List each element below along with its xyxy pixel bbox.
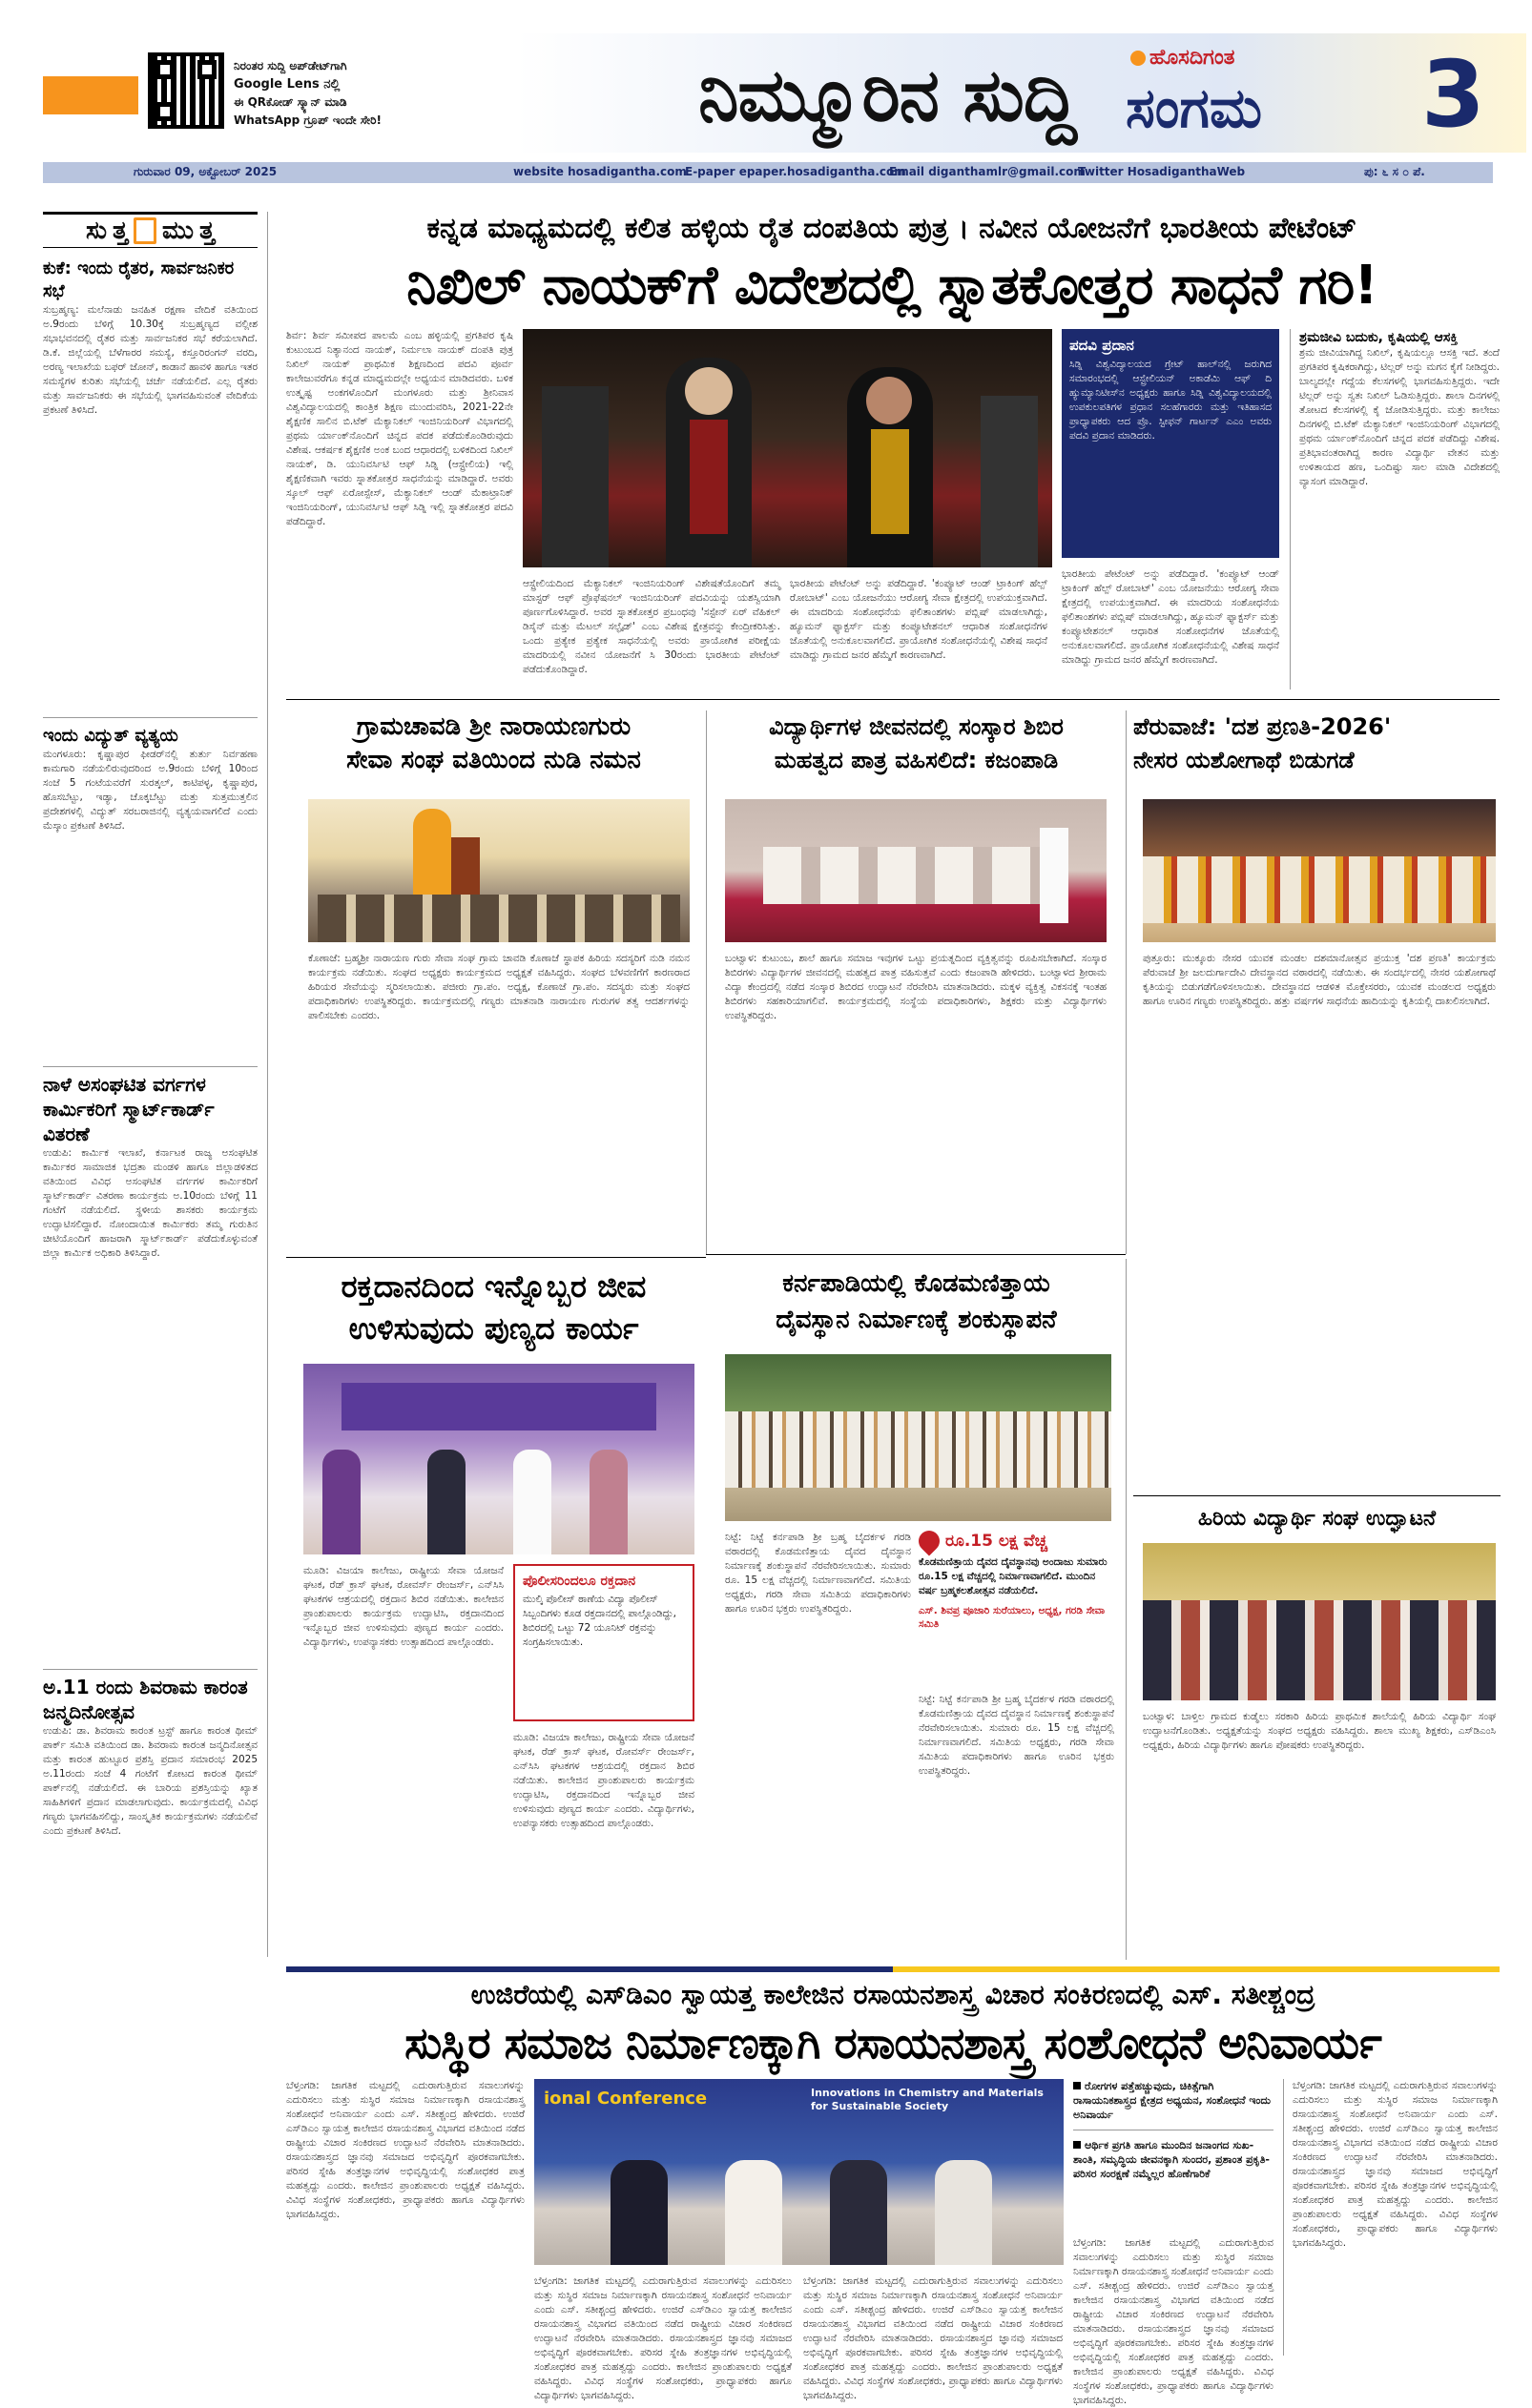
- lead-column: ಭಾರತೀಯ ಪೇಟೆಂಟ್ ಅನ್ನು ಪಡೆದಿದ್ದಾರೆ. 'ಕಂಪ್ಯೂಟ್ ಆಂಡ್ ಟ್ರಾಕಿಂಗ್ ಹೆಲ್ಪ್ ರೋಬಾಟ್' ಎಂಬ ಯೋಜನೆಯು ಆರೋಗ್ಯ ಸೇವಾ ಕ್ಷೇತ್ರದಲ್ಲಿ ಉಪಯುಕ್ತವಾಗಿದೆ. ಈ ಮಾದರಿಯ ಸಂಶೋಧನೆಯ ಫಲಿತಾಂಶಗಳು ಪಬ್ಲಿಷ್ ಮಾಡಲಾಗಿದ್ದು, ಹ್ಯೂಮನ್ ಫ್ಯಾಕ್ಟರ್ಸ್ ಮತ್ತು ಕಂಪ್ಯೂಟೇಶನಲ್ ಆಧಾರಿತ ಸಂಶೋಧನೆಗಳ ಜೊತೆಯಲ್ಲಿ ಅನುಕೂಲವಾಗಲಿದೆ. ಪ್ರಾಯೋಗಿಕ ಸಂಶೋಧನೆಯಲ್ಲಿ ವಿಶೇಷ ಸಾಧನೆ ಮಾಡಿದ್ದು ಗ್ರಾಮದ ಜನರ ಹೆಮ್ಮೆಗೆ ಕಾರಣವಾಗಿದೆ.: [1062, 568, 1279, 666]
- story-body: ಕೊಣಾಜೆ: ಬ್ರಹ್ಮಶ್ರೀ ನಾರಾಯಣ ಗುರು ಸೇವಾ ಸಂಘ ಗ್ರಾಮ ಚಾವಡಿ ಕೊಣಾಜೆ ಸ್ಥಾಪಕ ಹಿರಿಯ ಸದಸ್ಯರಿಗೆ ನುಡಿ ನಮನ ಕಾರ್ಯಕ್ರಮ ನಡೆಯಿತು. ಸಂಘದ ಅಧ್ಯಕ್ಷರು ಕಾರ್ಯಕ್ರಮದ ಅಧ್ಯಕ್ಷತೆ ವಹಿಸಿದ್ದರು. ಸಂಘದ ಬೆಳವಣಿಗೆಗೆ ಕಾರಣರಾದ ಹಿರಿಯರ ಸೇವೆಯನ್ನು ಸ್ಮರಿಸಲಾಯಿತು. ಪಜೀರು ಗ್ರಾ.ಪಂ. ಅಧ್ಯಕ್ಷ, ಕೊಣಾಜೆ ಗ್ರಾ.ಪಂ. ಸದಸ್ಯರು ಮತ್ತು ಸಂಘದ ಪದಾಧಿಕಾರಿಗಳು ಉಪಸ್ಥಿತರಿದ್ದರು. ಕಾರ್ಯಕ್ರಮದಲ್ಲಿ ಗಣ್ಯರು ಮಾತನಾಡಿ ನಾರಾಯಣ ಗುರುಗಳ ತತ್ವ ಆದರ್ಶಗಳನ್ನು ಪಾಲಿಸಬೇಕು ಎಂದರು.: [308, 953, 690, 1021]
- story-headline: ದೈವಸ್ಥಾನ ನಿರ್ಮಾಣಕ್ಕೆ ಶಂಕುಸ್ಥಾಪನೆ: [776, 1306, 1057, 1334]
- sidebar-item-title: ಅ.11 ರಂದು ಶಿವರಾಮ ಕಾರಂತ ಜನ್ಮದಿನೋತ್ಸವ: [43, 1676, 248, 1723]
- story-photo: [1143, 1543, 1496, 1700]
- square-bullet-icon: [1073, 2082, 1081, 2089]
- story-photo: [303, 1364, 694, 1554]
- lead-column: ಭಾರತೀಯ ಪೇಟೆಂಟ್ ಅನ್ನು ಪಡೆದಿದ್ದಾರೆ. 'ಕಂಪ್ಯೂಟ್ ಆಂಡ್ ಟ್ರಾಕಿಂಗ್ ಹೆಲ್ಪ್ ರೋಬಾಟ್' ಎಂಬ ಯೋಜನೆಯು ಆರೋಗ್ಯ ಸೇವಾ ಕ್ಷೇತ್ರದಲ್ಲಿ ಉಪಯುಕ್ತವಾಗಿದೆ. ಈ ಮಾದರಿಯ ಸಂಶೋಧನೆಯ ಫಲಿತಾಂಶಗಳು ಪಬ್ಲಿಷ್ ಮಾಡಲಾಗಿದ್ದು, ಹ್ಯೂಮನ್ ಫ್ಯಾಕ್ಟರ್ಸ್ ಮತ್ತು ಕಂಪ್ಯೂಟೇಶನಲ್ ಆಧಾರಿತ ಸಂಶೋಧನೆಗಳ ಜೊತೆಯಲ್ಲಿ ಅನುಕೂಲವಾಗಲಿದೆ. ಪ್ರಾಯೋಗಿಕ ಸಂಶೋಧನೆಯಲ್ಲಿ ವಿಶೇಷ ಸಾಧನೆ ಮಾಡಿದ್ದು ಗ್ರಾಮದ ಜನರ ಹೆಮ್ಮೆಗೆ ಕಾರಣವಾಗಿದೆ.: [790, 578, 1047, 661]
- police-box: [513, 1564, 694, 1721]
- bottom-body: ಬೆಳ್ತಂಗಡಿ: ಜಾಗತಿಕ ಮಟ್ಟದಲ್ಲಿ ಎದುರಾಗುತ್ತಿರುವ ಸವಾಲುಗಳನ್ನು ಎದುರಿಸಲು ಮತ್ತು ಸುಸ್ಥಿರ ಸಮಾಜ ನಿರ್ಮಾಣಕ್ಕಾಗಿ ರಸಾಯನಶಾಸ್ತ್ರ ಸಂಶೋಧನೆ ಅನಿವಾರ್ಯ ಎಂದು ಎಸ್. ಸತೀಶ್ಚಂದ್ರ ಹೇಳಿದರು. ಉಜಿರೆ ಎಸ್‌ಡಿಎಂ ಸ್ವಾಯತ್ತ ಕಾಲೇಜಿನ ರಸಾಯನಶಾಸ್ತ್ರ ವಿಭಾಗದ ವತಿಯಿಂದ ನಡೆದ ರಾಷ್ಟ್ರೀಯ ವಿಚಾರ ಸಂಕಿರಣದ ಉದ್ಘಾಟನೆ ನೆರವೇರಿಸಿ ಮಾತನಾಡಿದರು. ರಸಾಯನಶಾಸ್ತ್ರದ ಜ್ಞಾನವು ಸಮಾಜದ ಅಭಿವೃದ್ಧಿಗೆ ಪೂರಕವಾಗಬೇಕು. ಪರಿಸರ ಸ್ನೇಹಿ ತಂತ್ರಜ್ಞಾನಗಳ ಅಭಿವೃದ್ಧಿಯಲ್ಲಿ ಸಂಶೋಧಕರ ಪಾತ್ರ ಮಹತ್ವದ್ದು ಎಂದರು. ಕಾಲೇಜಿನ ಪ್ರಾಂಶುಪಾಲರು ಅಧ್ಯಕ್ಷತೆ ವಹಿಸಿದ್ದರು. ವಿವಿಧ ಸಂಸ್ಥೆಗಳ ಸಂಶೋಧಕರು, ಪ್ರಾಧ್ಯಾಪಕರು ಹಾಗೂ ವಿದ್ಯಾರ್ಥಿಗಳು ಭಾಗವಹಿಸಿದ್ದರು.: [534, 2275, 792, 2401]
- story-body: ಬಂಟ್ವಾಳ: ಬಾಳ್ತಿಲ ಗ್ರಾಮದ ಕುಡ್ಮೆಲು ಸರಕಾರಿ ಹಿರಿಯ ಪ್ರಾಥಮಿಕ ಶಾಲೆಯಲ್ಲಿ ಹಿರಿಯ ವಿದ್ಯಾರ್ಥಿ ಸಂಘ ಉದ್ಘಾಟನೆಗೊಂಡಿತು. ಅಧ್ಯಕ್ಷತೆಯನ್ನು ಸಂಘದ ಅಧ್ಯಕ್ಷರು ವಹಿಸಿದ್ದರು. ಶಾಲಾ ಮುಖ್ಯ ಶಿಕ್ಷಕರು, ಎಸ್‌ಡಿಎಂಸಿ ಅಧ್ಯಕ್ಷರು, ಹಿರಿಯ ವಿದ್ಯಾರ್ಥಿಗಳು ಹಾಗೂ ಪೋಷಕರು ಉಪಸ್ಥಿತರಿದ್ದರು.: [1143, 1711, 1496, 1751]
- bottom-body: ಬೆಳ್ತಂಗಡಿ: ಜಾಗತಿಕ ಮಟ್ಟದಲ್ಲಿ ಎದುರಾಗುತ್ತಿರುವ ಸವಾಲುಗಳನ್ನು ಎದುರಿಸಲು ಮತ್ತು ಸುಸ್ಥಿರ ಸಮಾಜ ನಿರ್ಮಾಣಕ್ಕಾಗಿ ರಸಾಯನಶಾಸ್ತ್ರ ಸಂಶೋಧನೆ ಅನಿವಾರ್ಯ ಎಂದು ಎಸ್. ಸತೀಶ್ಚಂದ್ರ ಹೇಳಿದರು. ಉಜಿರೆ ಎಸ್‌ಡಿಎಂ ಸ್ವಾಯತ್ತ ಕಾಲೇಜಿನ ರಸಾಯನಶಾಸ್ತ್ರ ವಿಭಾಗದ ವತಿಯಿಂದ ನಡೆದ ರಾಷ್ಟ್ರೀಯ ವಿಚಾರ ಸಂಕಿರಣದ ಉದ್ಘಾಟನೆ ನೆರವೇರಿಸಿ ಮಾತನಾಡಿದರು. ರಸಾಯನಶಾಸ್ತ್ರದ ಜ್ಞಾನವು ಸಮಾಜದ ಅಭಿವೃದ್ಧಿಗೆ ಪೂರಕವಾಗಬೇಕು. ಪರಿಸರ ಸ್ನೇಹಿ ತಂತ್ರಜ್ಞಾನಗಳ ಅಭಿವೃದ್ಧಿಯಲ್ಲಿ ಸಂಶೋಧಕರ ಪಾತ್ರ ಮಹತ್ವದ್ದು ಎಂದರು. ಕಾಲೇಜಿನ ಪ್ರಾಂಶುಪಾಲರು ಅಧ್ಯಕ್ಷತೆ ವಹಿಸಿದ್ದರು. ವಿವಿಧ ಸಂಸ್ಥೆಗಳ ಸಂಶೋಧಕರು, ಪ್ರಾಧ್ಯಾಪಕರು ಹಾಗೂ ವಿದ್ಯಾರ್ಥಿಗಳು ಭಾಗವಹಿಸಿದ್ದರು.: [1073, 2237, 1273, 2406]
- police-box-body: ಮುಲ್ಕಿ ಪೊಲೀಸ್ ಠಾಣೆಯ ವಿದ್ಯಾ ಪೊಲೀಸ್ ಸಿಬ್ಬಂದಿಗಳು ಕೂಡ ರಕ್ತದಾನದಲ್ಲಿ ಪಾಲ್ಗೊಂಡಿದ್ದು, ಶಿಬಿರದಲ್ಲಿ ಒಟ್ಟು 72 ಯೂನಿಟ್ ರಕ್ತವನ್ನು ಸಂಗ್ರಹಿಸಲಾಯಿತು.: [523, 1594, 677, 1648]
- color-bar: [286, 1966, 1500, 1972]
- sidebar-item-title: ಇಂದು ವಿದ್ಯುತ್ ವ್ಯತ್ಯಯ: [43, 726, 178, 746]
- divider: [706, 1254, 1126, 1255]
- point-item: [1073, 2079, 1273, 2130]
- brand-name: ಹೊಸದಿಗಂತ: [1149, 46, 1235, 70]
- qr-caption-line: ಈ QRಕೋಡ್ ಸ್ಕ್ಯಾನ್ ಮಾಡಿ: [234, 95, 347, 109]
- story-headline: ರಕ್ತದಾನದಿಂದ ಇನ್ನೊಬ್ಬರ ಜೀವ: [341, 1268, 647, 1305]
- sidebar-item-body: ಉಡುಪಿ: ಕಾರ್ಮಿಕ ಇಲಾಖೆ, ಕರ್ನಾಟಕ ರಾಜ್ಯ ಅಸಂಘಟಿತ ಕಾರ್ಮಿಕರ ಸಾಮಾಜಿಕ ಭದ್ರತಾ ಮಂಡಳಿ ಹಾಗೂ ಜಿಲ್ಲಾಡಳಿತದ ವತಿಯಿಂದ ವಿವಿಧ ಅಸಂಘಟಿತ ವರ್ಗಗಳ ಕಾರ್ಮಿಕರಿಗೆ ಸ್ಮಾರ್ಟ್‌ಕಾರ್ಡ್ ವಿತರಣಾ ಕಾರ್ಯಕ್ರಮ ಅ.10ರಂದು ಬೆಳಿಗ್ಗೆ 11 ಗಂಟೆಗೆ ನಡೆಯಲಿದೆ. ಸ್ಥಳೀಯ ಶಾಸಕರು ಕಾರ್ಯಕ್ರಮ ಉದ್ಘಾಟಿಸಲಿದ್ದಾರೆ. ನೋಂದಾಯಿತ ಕಾರ್ಮಿಕರು ತಮ್ಮ ಗುರುತಿನ ಚೀಟಿಯೊಂದಿಗೆ ಹಾಜರಾಗಿ ಸ್ಮಾರ್ಟ್‌ಕಾರ್ಡ್ ಪಡೆದುಕೊಳ್ಳುವಂತೆ ಜಿಲ್ಲಾ ಕಾರ್ಮಿಕ ಅಧಿಕಾರಿ ತಿಳಿಸಿದ್ದಾರೆ.: [43, 1147, 258, 1259]
- epaper-link[interactable]: E-paper epaper.hosadigantha.com: [685, 165, 906, 178]
- sidebar-item: [43, 1675, 258, 2010]
- bottom-body: ಬೆಳ್ತಂಗಡಿ: ಜಾಗತಿಕ ಮಟ್ಟದಲ್ಲಿ ಎದುರಾಗುತ್ತಿರುವ ಸವಾಲುಗಳನ್ನು ಎದುರಿಸಲು ಮತ್ತು ಸುಸ್ಥಿರ ಸಮಾಜ ನಿರ್ಮಾಣಕ್ಕಾಗಿ ರಸಾಯನಶಾಸ್ತ್ರ ಸಂಶೋಧನೆ ಅನಿವಾರ್ಯ ಎಂದು ಎಸ್. ಸತೀಶ್ಚಂದ್ರ ಹೇಳಿದರು. ಉಜಿರೆ ಎಸ್‌ಡಿಎಂ ಸ್ವಾಯತ್ತ ಕಾಲೇಜಿನ ರಸಾಯನಶಾಸ್ತ್ರ ವಿಭಾಗದ ವತಿಯಿಂದ ನಡೆದ ರಾಷ್ಟ್ರೀಯ ವಿಚಾರ ಸಂಕಿರಣದ ಉದ್ಘಾಟನೆ ನೆರವೇರಿಸಿ ಮಾತನಾಡಿದರು. ರಸಾಯನಶಾಸ್ತ್ರದ ಜ್ಞಾನವು ಸಮಾಜದ ಅಭಿವೃದ್ಧಿಗೆ ಪೂರಕವಾಗಬೇಕು. ಪರಿಸರ ಸ್ನೇಹಿ ತಂತ್ರಜ್ಞಾನಗಳ ಅಭಿವೃದ್ಧಿಯಲ್ಲಿ ಸಂಶೋಧಕರ ಪಾತ್ರ ಮಹತ್ವದ್ದು ಎಂದರು. ಕಾಲೇಜಿನ ಪ್ರಾಂಶುಪಾಲರು ಅಧ್ಯಕ್ಷತೆ ವಹಿಸಿದ್ದರು. ವಿವಿಧ ಸಂಸ್ಥೆಗಳ ಸಂಶೋಧಕರು, ಪ್ರಾಧ್ಯಾಪಕರು ಹಾಗೂ ವಿದ್ಯಾರ್ಥಿಗಳು ಭಾಗವಹಿಸಿದ್ದರು.: [286, 2080, 525, 2220]
- qr-caption-line: Google Lens ನಲ್ಲಿ: [234, 77, 341, 92]
- story-headline: ಸೇವಾ ಸಂಘ ವತಿಯಿಂದ ನುಡಿ ನಮನ: [346, 746, 641, 774]
- sidebar-item-title: ಕುಕೆ: ಇಂದು ರೈತರ, ಸಾರ್ವಜನಿಕರ ಸಭೆ: [43, 258, 235, 301]
- lead-box-title: ಪದವಿ ಪ್ರದಾನ: [1069, 337, 1134, 354]
- page-number: 3: [1421, 41, 1485, 148]
- graduation-photo: [523, 329, 1052, 567]
- divider: [1126, 710, 1127, 1254]
- sidebar-item-body: ಉಡುಪಿ: ಡಾ. ಶಿವರಾಮ ಕಾರಂತ ಟ್ರಸ್ಟ್ ಹಾಗೂ ಕಾರಂತ ಥೀಮ್ ಪಾರ್ಕ್ ಸಮಿತಿ ವತಿಯಿಂದ ಡಾ. ಶಿವರಾಮ ಕಾರಂತ ಜನ್ಮದಿನೋತ್ಸವ ಮತ್ತು ಕಾರಂತ ಹುಟ್ಟೂರ ಪ್ರಶಸ್ತಿ ಪ್ರದಾನ ಸಮಾರಂಭ 2025 ಅ.11ರಂದು ಸಂಜೆ 4 ಗಂಟೆಗೆ ಕೋಟದ ಕಾರಂತ ಥೀಮ್ ಪಾರ್ಕ್‌ನಲ್ಲಿ ನಡೆಯಲಿದೆ. ಈ ಬಾರಿಯ ಪ್ರಶಸ್ತಿಯನ್ನು ಖ್ಯಾತ ಸಾಹಿತಿಗಳಿಗೆ ಪ್ರದಾನ ಮಾಡಲಾಗುವುದು. ಕಾರ್ಯಕ್ರಮದಲ್ಲಿ ವಿವಿಧ ಗಣ್ಯರು ಭಾಗವಹಿಸಲಿದ್ದು, ಸಾಂಸ್ಕೃತಿಕ ಕಾರ್ಯಕ್ರಮಗಳು ನಡೆಯಲಿವೆ ಎಂದು ಪ್ರಕಟಣೆ ತಿಳಿಸಿದೆ.: [43, 1725, 258, 1837]
- divider: [43, 1669, 258, 1670]
- story-headline: ಉಳಿಸುವುದು ಪುಣ್ಯದ ಕಾರ್ಯ: [348, 1310, 639, 1347]
- point-text: ಆರ್ಥಿಕ ಪ್ರಗತಿ ಹಾಗೂ ಮುಂದಿನ ಜನಾಂಗದ ಸುಖ-ಶಾಂತಿ, ಸಮೃದ್ಧಿಯ ಜೀವನಕ್ಕಾಗಿ ಸುಂದರ, ಪ್ರಶಾಂತ ಪ್ರಕೃತಿ-ಪರಿಸರ ಸಂರಕ್ಷಣೆ ನಮ್ಮೆಲ್ಲರ ಹೊಣೆಗಾರಿಕೆ: [1073, 2139, 1270, 2180]
- lead-column: ಶಿರ್ವ: ಶಿರ್ವ ಸಮೀಪದ ಪಾಲಮೆ ಎಂಬ ಹಳ್ಳಿಯಲ್ಲಿ ಪ್ರಗತಿಪರ ಕೃಷಿ ಕುಟುಂಬದ ನಿತ್ಯಾನಂದ ನಾಯಕ್, ನಿರ್ಮಲಾ ನಾಯಕ್ ದಂಪತಿ ಪುತ್ರ ನಿಖಿಲ್ ನಾಯಕ್ ಪ್ರಾಥಮಿಕ ಶಿಕ್ಷಣದಿಂದ ಪದವಿ ಪೂರ್ವ ಕಾಲೇಜುವರೆಗೂ ಕನ್ನಡ ಮಾಧ್ಯಮದಲ್ಲೇ ಅಧ್ಯಯನ ಮಾಡಿದವರು. ಬಳಿಕ ಉತ್ಕೃಷ್ಟ ಅಂಕಗಳೊಂದಿಗೆ ಮಂಗಳೂರು ಮತ್ತು ಶ್ರೀನಿವಾಸ ವಿಶ್ವವಿದ್ಯಾಲಯದಲ್ಲಿ ಕಾಂತ್ರಿಕ ಶಿಕ್ಷಣ ಮುಂದುವರಿಸಿ, 2021-22ನೇ ಶೈಕ್ಷಣಿಕ ಸಾಲಿನ ಬಿ.ಟೆಕ್ ಮೆಕ್ಯಾನಿಕಲ್ ಇಂಜಿನಿಯರಿಂಗ್ ವಿಭಾಗದಲ್ಲಿ ಪ್ರಥಮ ರ್ಯಾಂಕ್‌ನೊಂದಿಗೆ ಚಿನ್ನದ ಪದಕ ಪಡೆದುಕೊಂಡಿರುವುದು ವಿಶೇಷ. ಆಕರ್ಷಕ ಶೈಕ್ಷಣಿಕ ಅಂಕ ಬಂದ ಆಧಾರದಲ್ಲಿ ಬಳಿಕದಿಂದ ನಿಖಿಲ್ ನಾಯಕ್, ಡಿ. ಯುನಿವರ್ಸಿಟಿ ಆಫ್ ಸಿಡ್ನಿ (ಆಸ್ಟ್ರೇಲಿಯ) ಇಲ್ಲಿ ಶೈಕ್ಷಣಿಕವಾಗಿ ಇವರು ಸ್ನಾತಕೋತ್ತರ ಸಾಧನೆಯನ್ನು ಮಾಡಿದ್ದಾರೆ. ಅವರು ಸ್ಕೂಲ್ ಆಫ್ ಏರೋಸ್ಪೇಸ್, ಮೆಕ್ಯಾನಿಕಲ್ ಆಂಡ್ ಮೆಕಾಟ್ರಾನಿಕ್ ಇಂಜಿನಿಯರಿಂಗ್, ಯುನಿವರ್ಸಿಟಿ ಆಫ್ ಸಿಡ್ನಿ ಇಲ್ಲಿ ಸ್ನಾತಕೋತ್ತರ ಪದವಿ ಪಡೆದಿದ್ದಾರೆ.: [286, 330, 513, 527]
- drop-icon: [914, 1526, 943, 1555]
- conference-photo: [534, 2079, 1064, 2265]
- cost-box-title-text: ರೂ.15 ಲಕ್ಷ ವೆಚ್ಚ: [945, 1532, 1047, 1551]
- divider: [286, 1257, 706, 1258]
- cost-box-sign: ಎಸ್. ಶಿವಪ್ರ ಪೂಜಾರಿ ಸುರೆಯಾಲು, ಅಧ್ಯಕ್ಷ, ಗರಡಿ ಸೇವಾ ಸಮಿತಿ: [919, 1605, 1106, 1630]
- sidebar-title-part: ತ್ತ: [199, 216, 216, 245]
- bottom-points: [1073, 2079, 1273, 2181]
- story-headline: ಮಹತ್ವದ ಪಾತ್ರ ವಹಿಸಲಿದೆ: ಕಜಂಪಾಡಿ: [774, 747, 1059, 773]
- date-label: ಗುರುವಾರ 09, ಅಕ್ಟೋಬರ್ 2025: [134, 165, 278, 178]
- divider: [1283, 2079, 1284, 2356]
- divider: [43, 717, 258, 718]
- sidebar-item-body: ಸುಬ್ರಹ್ಮಣ್ಯ: ಮಲೆನಾಡು ಜನಹಿತ ರಕ್ಷಣಾ ವೇದಿಕೆ ವತಿಯಿಂದ ಅ.9ರಂದು ಬೆಳಿಗ್ಗೆ 10.30ಕ್ಕೆ ಸುಬ್ರಹ್ಮಣ್ಯದ ವಲ್ಲೀಶ ಸಭಾಭವನದಲ್ಲಿ ರೈತರ ಮತ್ತು ಸಾರ್ವಜನಿಕರ ಸಭೆ ಕರೆಯಲಾಗಿದೆ. ಡಿ.ಕೆ. ಜಿಲ್ಲೆಯಲ್ಲಿ ಬೆಳೆಗಾರರ ಸಮಸ್ಯೆ, ಕಸ್ತೂರಿರಂಗನ್ ವರದಿ, ಅರಣ್ಯ ಇಲಾಖೆಯ ಬಫರ್ ಜೋನ್, ಕಾಡಾನೆ ಹಾವಳಿ ಹಾಗೂ ಇತರ ಸಮಸ್ಯೆಗಳ ಕುರಿತು ಸಭೆಯಲ್ಲಿ ಚರ್ಚೆ ನಡೆಯಲಿದೆ. ಎಲ್ಲ ರೈತರು ಮತ್ತು ಸಾರ್ವಜನಿಕರು ಈ ಸಭೆಯಲ್ಲಿ ಭಾಗವಹಿಸುವಂತೆ ವೇದಿಕೆಯ ಪ್ರಕಟಣೆ ತಿಳಿಸಿದೆ.: [43, 304, 258, 416]
- point-text: ರೋಗಗಳ ಪತ್ತೆಹಚ್ಚುವುದು, ಚಿಕಿತ್ಸೆಗಾಗಿ ರಾಸಾಯನಿಕಶಾಸ್ತ್ರದ ಕ್ಷೇತ್ರದ ಅಧ್ಯಯನ, ಸಂಶೋಧನೆ ಇಂದು ಅನಿವಾರ್ಯ: [1073, 2080, 1271, 2121]
- story-photo: [725, 1354, 1111, 1521]
- book-icon: [134, 217, 156, 244]
- website-link[interactable]: website hosadigantha.com: [513, 165, 687, 178]
- cost-box-title: [919, 1531, 1114, 1552]
- story-body: ಮೂಡಿ: ವಿಜಯಾ ಕಾಲೇಜು, ರಾಷ್ಟ್ರೀಯ ಸೇವಾ ಯೋಜನೆ ಘಟಕ, ರೆಡ್ ಕ್ರಾಸ್ ಘಟಕ, ರೋವರ್ಸ್ ರೇಂಜರ್ಸ್, ಎನ್‌ಸಿಸಿ ಘಟಕಗಳ ಆಶ್ರಯದಲ್ಲಿ ರಕ್ತದಾನ ಶಿಬಿರ ನಡೆಯಿತು. ಕಾಲೇಜಿನ ಪ್ರಾಂಶುಪಾಲರು ಕಾರ್ಯಕ್ರಮ ಉದ್ಘಾಟಿಸಿ, ರಕ್ತದಾನದಿಂದ ಇನ್ನೊಬ್ಬರ ಜೀವ ಉಳಿಸುವುದು ಪುಣ್ಯದ ಕಾರ್ಯ ಎಂದರು. ವಿದ್ಯಾರ್ಥಿಗಳು, ಉಪನ್ಯಾಸಕರು ಉತ್ಸಾಹದಿಂದ ಪಾಲ್ಗೊಂಡರು.: [513, 1732, 694, 1829]
- divider: [1133, 1495, 1501, 1496]
- banner-text: ional Conference: [544, 2089, 708, 2109]
- divider: [267, 212, 268, 1957]
- sun-icon: [1130, 51, 1146, 66]
- divider: [706, 710, 707, 1254]
- masthead: [0, 0, 1532, 162]
- divider: [1290, 329, 1291, 689]
- lead-sidebar-body: ಶ್ರಮ ಜೀವಿಯಾಗಿದ್ದ ನಿಖಿಲ್, ಕೃಷಿಯಲ್ಲೂ ಆಸಕ್ತಿ ಇದೆ. ತಂದೆ ಪ್ರಗತಿಪರ ಕೃಷಿಕರಾಗಿದ್ದು, ಟಿಲ್ಲರ್ ಅನ್ನು ಮಗನ ಕೈಗೆ ನೀಡಿದ್ದರು. ಬಾಲ್ಯದಲ್ಲೇ ಗದ್ದೆಯ ಕೆಲಸಗಳಲ್ಲಿ ಭಾಗವಹಿಸುತ್ತಿದ್ದರು. ಇದೇ ಟಿಲ್ಲರ್ ಅನ್ನು ಸ್ವತಃ ನಿಖಿಲ್ ಓಡಿಸುತ್ತಿದ್ದರು. ಶಾಲಾ ದಿನಗಳಲ್ಲಿ ತೋಟದ ಕೆಲಸಗಳಲ್ಲಿ ಕೈ ಜೋಡಿಸುತ್ತಿದ್ದರು. ಮತ್ತು ಕಾಲೇಜು ದಿನಗಳಲ್ಲಿ ಬಿ.ಟೆಕ್ ಮೆಕ್ಯಾನಿಕಲ್ ಇಂಜಿನಿಯರಿಂಗ್ ವಿಭಾಗದಲ್ಲಿ ಪ್ರಥಮ ರ್ಯಾಂಕ್‌ನೊಂದಿಗೆ ಚಿನ್ನದ ಪದಕ ಪಡೆದಿದ್ದು ವಿಶೇಷ. ಪ್ರತಿಭಾವಂತರಾಗಿದ್ದ ಕಾರಣ ವಿದ್ಯಾರ್ಥಿ ವೇತನ ಮತ್ತು ಉಳಿತಾಯದ ಹಣ, ಒಂದಿಷ್ಟು ಸಾಲ ಮಾಡಿ ವಿದೇಶದಲ್ಲಿ ವ್ಯಾಸಂಗ ಮಾಡಿದ್ದಾರೆ.: [1299, 347, 1500, 487]
- divider: [1126, 1259, 1127, 1960]
- cost-box-body: ಕೊಡಮಣಿತ್ತಾಯ ದೈವದ ದೈವಸ್ಥಾನವು ಅಂದಾಜು ಸುಮಾರು ರೂ.15 ಲಕ್ಷ ವೆಚ್ಚದಲ್ಲಿ ನಿರ್ಮಾಣವಾಗಲಿದೆ. ಮುಂದಿನ ವರ್ಷ ಬ್ರಹ್ಮಕಲಶೋತ್ಸವ ನಡೆಯಲಿದೆ.: [919, 1556, 1108, 1596]
- sidebar-item-body: ಮಂಗಳೂರು: ಕೃಷ್ಣಾಪುರ ಫೀಡರ್‌ನಲ್ಲಿ ತುರ್ತು ನಿರ್ವಹಣಾ ಕಾಮಗಾರಿ ನಡೆಯಲಿರುವುದರಿಂದ ಅ.9ರಂದು ಬೆಳಿಗ್ಗೆ 10ರಿಂದ ಸಂಜೆ 5 ಗಂಟೆಯವರೆಗೆ ಸುರತ್ಕಲ್, ಕಾಟಿಪಳ್ಳ, ಕೃಷ್ಣಾಪುರ, ಹೊಸಬೆಟ್ಟು, ಇಡ್ಯಾ, ಚೊಕ್ಕಬೆಟ್ಟು ಮತ್ತು ಸುತ್ತಮುತ್ತಲಿನ ಪ್ರದೇಶಗಳಲ್ಲಿ ವಿದ್ಯುತ್ ಸರಬರಾಜಿನಲ್ಲಿ ವ್ಯತ್ಯಯವಾಗಲಿದೆ ಎಂದು ಮೆಸ್ಕಾಂ ಪ್ರಕಟಣೆ ತಿಳಿಸಿದೆ.: [43, 749, 258, 832]
- email-link[interactable]: Email diganthamlr@gmail.com: [889, 165, 1086, 178]
- story-headline: ನೇಸರ ಯಶೋಗಾಥೆ ಬಿಡುಗಡೆ: [1133, 747, 1355, 773]
- page-label: ಪು: ೬ ಸ ೦ ಪೆ.: [1364, 165, 1425, 178]
- qr-caption-line: ನಿರಂತರ ಸುದ್ದಿ ಅಪ್‌ಡೇಟ್‌ಗಾಗಿ: [234, 59, 347, 72]
- lead-sidebar: [1299, 329, 1500, 661]
- lead-box-body: ಸಿಡ್ನಿ ವಿಶ್ವವಿದ್ಯಾಲಯದ ಗ್ರೇಟ್ ಹಾಲ್‌ನಲ್ಲಿ ಜರುಗಿದ ಸಮಾರಂಭದಲ್ಲಿ ಆಸ್ಟ್ರೇಲಿಯನ್ ಅಕಾಡೆಮಿ ಆಫ್ ದಿ ಹ್ಯುಮ್ಯಾನಿಟೀಸ್‌ನ ಅಧ್ಯಕ್ಷರು ಹಾಗೂ ಸಿಡ್ನಿ ವಿಶ್ವವಿದ್ಯಾಲಯದಲ್ಲಿ ಉಪಕುಲಪತಿಗಳ ಪ್ರಧಾನ ಸಲಹೆಗಾರರು ಮತ್ತು ಇತಿಹಾಸದ ಪ್ರಾಧ್ಯಾಪಕರು ಆದ ಪ್ರೊ. ಸ್ಟೀಫನ್ ಗಾರ್ಟನ್ ಎಎಂ ಅವರು ಪದವಿ ಪ್ರದಾನ ಮಾಡಿದರು.: [1069, 359, 1272, 442]
- story-headline: ಪೆರುವಾಜೆ: 'ದಶ ಪ್ರಣತಿ-2026': [1133, 713, 1392, 740]
- lead-kicker: ಕನ್ನಡ ಮಾಧ್ಯಮದಲ್ಲಿ ಕಲಿತ ಹಳ್ಳಿಯ ರೈತ ದಂಪತಿಯ ಪುತ್ರ । ನವೀನ ಯೋಜನೆಗೆ ಭಾರತೀಯ ಪೇಟೆಂಟ್: [426, 212, 1357, 245]
- story-body: ನಿಟ್ಟೆ: ನಿಟ್ಟೆ ಕರ್ನಪಾಡಿ ಶ್ರೀ ಬ್ರಹ್ಮ ಬೈದರ್ಕಳ ಗರಡಿ ವಠಾರದಲ್ಲಿ ಕೊಡಮಣಿತ್ತಾಯ ದೈವದ ದೈವಸ್ಥಾನ ನಿರ್ಮಾಣಕ್ಕೆ ಶಂಕುಸ್ಥಾಪನೆ ನೆರವೇರಿಸಲಾಯಿತು. ಸುಮಾರು ರೂ. 15 ಲಕ್ಷ ವೆಚ್ಚದಲ್ಲಿ ನಿರ್ಮಾಣವಾಗಲಿದೆ. ಸಮಿತಿಯ ಅಧ್ಯಕ್ಷರು, ಗರಡಿ ಸೇವಾ ಸಮಿತಿಯ ಪದಾಧಿಕಾರಿಗಳು ಹಾಗೂ ಊರಿನ ಭಕ್ತರು ಉಪಸ್ಥಿತರಿದ್ದರು.: [919, 1694, 1114, 1777]
- lead-column: ಆಸ್ಟ್ರೇಲಿಯದಿಂದ ಮೆಕ್ಯಾನಿಕಲ್ ಇಂಜಿನಿಯರಿಂಗ್ ವಿಶೇಷತೆಯೊಂದಿಗೆ ತಮ್ಮ ಮಾಸ್ಟರ್ ಆಫ್ ಪ್ರೊಫೆಷನಲ್ ಇಂಜಿನಿಯರಿಂಗ್ ಪದವಿಯನ್ನು ಯಶಸ್ವಿಯಾಗಿ ಪೂರ್ಣಗೊಳಿಸಿದ್ದಾರೆ. ಅವರ ಸ್ನಾತಕೋತ್ತರ ಪ್ರಬಂಧವು 'ಸಸ್ಟೇನ್ ಏರ್ ವೆಹಿಕಲ್ ಡಿಸೈನ್ ಮತ್ತು ಮೆಟಲ್ ಸಲ್ಫೈಡ್' ಎಂಬ ವಿಶೇಷ ಕ್ಷೇತ್ರವನ್ನು ಕೇಂದ್ರೀಕರಿಸಿತ್ತು. ಒಂದು ಪ್ರತ್ಯೇಕ ಪ್ರತ್ಯೇಕ ಸಾಧನೆಯಲ್ಲಿ ಅವರು ಪ್ರಾಯೋಗಿಕ ಪರೀಕ್ಷೆಯ ಮಾದರಿಯಲ್ಲಿ ನವೀನ ಯೋಜನೆಗೆ ಸಿ 30ರಂದು ಭಾರತೀಯ ಪೇಟೆಂಟ್ ಪಡೆದುಕೊಂಡಿದ್ದಾರೆ.: [523, 578, 780, 675]
- orange-tab: [43, 76, 138, 114]
- banner-text: Innovations in Chemistry and Materials for Sustainable Society: [811, 2087, 1044, 2112]
- story-headline: ಹಿರಿಯ ವಿದ್ಯಾರ್ಥಿ ಸಂಘ ಉದ್ಘಾಟನೆ: [1197, 1507, 1437, 1531]
- story-photo: [1143, 799, 1496, 942]
- story-photo: [308, 799, 690, 942]
- square-bullet-icon: [1073, 2141, 1081, 2149]
- police-box-title: ಪೊಲೀಸರಿಂದಲೂ ರಕ್ತದಾನ: [523, 1574, 636, 1589]
- story-headline: ಗ್ರಾಮಚಾವಡಿ ಶ್ರೀ ನಾರಾಯಣಗುರು: [356, 712, 631, 741]
- bottom-headline: ಸುಸ್ಥಿರ ಸಮಾಜ ನಿರ್ಮಾಣಕ್ಕಾಗಿ ರಸಾಯನಶಾಸ್ತ್ರ ಸಂಶೋಧನೆ ಅನಿವಾರ್ಯ: [404, 2017, 1381, 2068]
- divider: [43, 1066, 258, 1067]
- sidebar-item: [43, 1072, 258, 1680]
- sidebar-item: [43, 257, 258, 666]
- qr-caption-line: WhatsApp ಗ್ರೂಪ್ ಇಂದೇ ಸೇರಿ!: [234, 113, 382, 127]
- twitter-link[interactable]: Twitter HosadiganthaWeb: [1078, 165, 1246, 178]
- point-item: [1073, 2138, 1273, 2181]
- bottom-body: ಬೆಳ್ತಂಗಡಿ: ಜಾಗತಿಕ ಮಟ್ಟದಲ್ಲಿ ಎದುರಾಗುತ್ತಿರುವ ಸವಾಲುಗಳನ್ನು ಎದುರಿಸಲು ಮತ್ತು ಸುಸ್ಥಿರ ಸಮಾಜ ನಿರ್ಮಾಣಕ್ಕಾಗಿ ರಸಾಯನಶಾಸ್ತ್ರ ಸಂಶೋಧನೆ ಅನಿವಾರ್ಯ ಎಂದು ಎಸ್. ಸತೀಶ್ಚಂದ್ರ ಹೇಳಿದರು. ಉಜಿರೆ ಎಸ್‌ಡಿಎಂ ಸ್ವಾಯತ್ತ ಕಾಲೇಜಿನ ರಸಾಯನಶಾಸ್ತ್ರ ವಿಭಾಗದ ವತಿಯಿಂದ ನಡೆದ ರಾಷ್ಟ್ರೀಯ ವಿಚಾರ ಸಂಕಿರಣದ ಉದ್ಘಾಟನೆ ನೆರವೇರಿಸಿ ಮಾತನಾಡಿದರು. ರಸಾಯನಶಾಸ್ತ್ರದ ಜ್ಞಾನವು ಸಮಾಜದ ಅಭಿವೃದ್ಧಿಗೆ ಪೂರಕವಾಗಬೇಕು. ಪರಿಸರ ಸ್ನೇಹಿ ತಂತ್ರಜ್ಞಾನಗಳ ಅಭಿವೃದ್ಧಿಯಲ್ಲಿ ಸಂಶೋಧಕರ ಪಾತ್ರ ಮಹತ್ವದ್ದು ಎಂದರು. ಕಾಲೇಜಿನ ಪ್ರಾಂಶುಪಾಲರು ಅಧ್ಯಕ್ಷತೆ ವಹಿಸಿದ್ದರು. ವಿವಿಧ ಸಂಸ್ಥೆಗಳ ಸಂಶೋಧಕರು, ಪ್ರಾಧ್ಯಾಪಕರು ಹಾಗೂ ವಿದ್ಯಾರ್ಥಿಗಳು ಭಾಗವಹಿಸಿದ್ದರು.: [1293, 2080, 1498, 2249]
- sidebar-title-part: ಮು: [162, 216, 195, 245]
- bottom-body: ಬೆಳ್ತಂಗಡಿ: ಜಾಗತಿಕ ಮಟ್ಟದಲ್ಲಿ ಎದುರಾಗುತ್ತಿರುವ ಸವಾಲುಗಳನ್ನು ಎದುರಿಸಲು ಮತ್ತು ಸುಸ್ಥಿರ ಸಮಾಜ ನಿರ್ಮಾಣಕ್ಕಾಗಿ ರಸಾಯನಶಾಸ್ತ್ರ ಸಂಶೋಧನೆ ಅನಿವಾರ್ಯ ಎಂದು ಎಸ್. ಸತೀಶ್ಚಂದ್ರ ಹೇಳಿದರು. ಉಜಿರೆ ಎಸ್‌ಡಿಎಂ ಸ್ವಾಯತ್ತ ಕಾಲೇಜಿನ ರಸಾಯನಶಾಸ್ತ್ರ ವಿಭಾಗದ ವತಿಯಿಂದ ನಡೆದ ರಾಷ್ಟ್ರೀಯ ವಿಚಾರ ಸಂಕಿರಣದ ಉದ್ಘಾಟನೆ ನೆರವೇರಿಸಿ ಮಾತನಾಡಿದರು. ರಸಾಯನಶಾಸ್ತ್ರದ ಜ್ಞಾನವು ಸಮಾಜದ ಅಭಿವೃದ್ಧಿಗೆ ಪೂರಕವಾಗಬೇಕು. ಪರಿಸರ ಸ್ನೇಹಿ ತಂತ್ರಜ್ಞಾನಗಳ ಅಭಿವೃದ್ಧಿಯಲ್ಲಿ ಸಂಶೋಧಕರ ಪಾತ್ರ ಮಹತ್ವದ್ದು ಎಂದರು. ಕಾಲೇಜಿನ ಪ್ರಾಂಶುಪಾಲರು ಅಧ್ಯಕ್ಷತೆ ವಹಿಸಿದ್ದರು. ವಿವಿಧ ಸಂಸ್ಥೆಗಳ ಸಂಶೋಧಕರು, ಪ್ರಾಧ್ಯಾಪಕರು ಹಾಗೂ ವಿದ್ಯಾರ್ಥಿಗಳು ಭಾಗವಹಿಸಿದ್ದರು.: [803, 2275, 1063, 2401]
- edition-name: ಸಂಗಮ: [1126, 75, 1263, 140]
- story-body: ಪುತ್ತೂರು: ಮುಕ್ಕೂರು ನೇಸರ ಯುವಕ ಮಂಡಲ ದಶಮಾನೋತ್ಸವ ಪ್ರಯುಕ್ತ 'ದಶ ಪ್ರಣತಿ' ಕಾರ್ಯಕ್ರಮ ಪೆರುವಾಜೆ ಶ್ರೀ ಜಲದುರ್ಗಾದೇವಿ ದೇವಸ್ಥಾನದ ವಠಾರದಲ್ಲಿ ನಡೆಯಿತು. ಈ ಸಂದರ್ಭದಲ್ಲಿ ನೇಸರ ಯಶೋಗಾಥೆ ಕೃತಿಯನ್ನು ಬಿಡುಗಡೆಗೊಳಿಸಲಾಯಿತು. ದೇವಸ್ಥಾನದ ಆಡಳಿತ ಮೊಕ್ತೇಸರರು, ಯುವಕ ಮಂಡಲದ ಅಧ್ಯಕ್ಷರು ಹಾಗೂ ಊರಿನ ಗಣ್ಯರು ಉಪಸ್ಥಿತರಿದ್ದರು. ಹತ್ತು ವರ್ಷಗಳ ಸಾಧನೆಯ ಹಾದಿಯನ್ನು ಕೃತಿಯಲ್ಲಿ ದಾಖಲಿಸಲಾಗಿದೆ.: [1143, 953, 1496, 1007]
- section-title: ನಿಮ್ಮೂರಿನ ಸುದ್ದಿ: [698, 52, 1076, 137]
- sidebar-title-part: ಸು: [85, 216, 108, 245]
- qr-code: [148, 52, 224, 129]
- lead-sidebar-title: ಶ್ರಮಜೀವಿ ಬದುಕು, ಕೃಷಿಯಲ್ಲಿ ಆಸಕ್ತಿ: [1299, 330, 1459, 345]
- qr-caption: [234, 57, 501, 130]
- story-body: ನಿಟ್ಟೆ: ನಿಟ್ಟೆ ಕರ್ನಪಾಡಿ ಶ್ರೀ ಬ್ರಹ್ಮ ಬೈದರ್ಕಳ ಗರಡಿ ವಠಾರದಲ್ಲಿ ಕೊಡಮಣಿತ್ತಾಯ ದೈವದ ದೈವಸ್ಥಾನ ನಿರ್ಮಾಣಕ್ಕೆ ಶಂಕುಸ್ಥಾಪನೆ ನೆರವೇರಿಸಲಾಯಿತು. ಸುಮಾರು ರೂ. 15 ಲಕ್ಷ ವೆಚ್ಚದಲ್ಲಿ ನಿರ್ಮಾಣವಾಗಲಿದೆ. ಸಮಿತಿಯ ಅಧ್ಯಕ್ಷರು, ಗರಡಿ ಸೇವಾ ಸಮಿತಿಯ ಪದಾಧಿಕಾರಿಗಳು ಹಾಗೂ ಊರಿನ ಭಕ್ತರು ಉಪಸ್ಥಿತರಿದ್ದರು.: [725, 1532, 911, 1615]
- divider: [286, 699, 1500, 700]
- sidebar-item-title: ನಾಳೆ ಅಸಂಘಟಿತ ವರ್ಗಗಳ ಕಾರ್ಮಿಕರಿಗೆ ಸ್ಮಾರ್ಟ್‌ಕಾರ್ಡ್ ವಿತರಣೆ: [43, 1073, 215, 1145]
- lead-headline: ನಿಖಿಲ್ ನಾಯಕ್‌ಗೆ ವಿದೇಶದಲ್ಲಿ ಸ್ನಾತಕೋತ್ತರ ಸಾಧನೆ ಗರಿ!: [406, 255, 1377, 317]
- lead-box: [1062, 329, 1279, 558]
- story-body: ಮೂಡಿ: ವಿಜಯಾ ಕಾಲೇಜು, ರಾಷ್ಟ್ರೀಯ ಸೇವಾ ಯೋಜನೆ ಘಟಕ, ರೆಡ್ ಕ್ರಾಸ್ ಘಟಕ, ರೋವರ್ಸ್ ರೇಂಜರ್ಸ್, ಎನ್‌ಸಿಸಿ ಘಟಕಗಳ ಆಶ್ರಯದಲ್ಲಿ ರಕ್ತದಾನ ಶಿಬಿರ ನಡೆಯಿತು. ಕಾಲೇಜಿನ ಪ್ರಾಂಶುಪಾಲರು ಕಾರ್ಯಕ್ರಮ ಉದ್ಘಾಟಿಸಿ, ರಕ್ತದಾನದಿಂದ ಇನ್ನೊಬ್ಬರ ಜೀವ ಉಳಿಸುವುದು ಪುಣ್ಯದ ಕಾರ್ಯ ಎಂದರು. ವಿದ್ಯಾರ್ಥಿಗಳು, ಉಪನ್ಯಾಸಕರು ಉತ್ಸಾಹದಿಂದ ಪಾಲ್ಗೊಂಡರು.: [303, 1565, 504, 1648]
- cost-box: [919, 1531, 1114, 1683]
- story-body: ಬಂಟ್ವಾಳ: ಕುಟುಂಬ, ಶಾಲೆ ಹಾಗೂ ಸಮಾಜ ಇವುಗಳ ಒಟ್ಟು ಪ್ರಯತ್ನದಿಂದ ವ್ಯಕ್ತಿತ್ವವನ್ನು ರೂಪಿಸಬೇಕಾಗಿದೆ. ಸಂಸ್ಕಾರ ಶಿಬಿರಗಳು ವಿದ್ಯಾರ್ಥಿಗಳ ಜೀವನದಲ್ಲಿ ಮಹತ್ವದ ಪಾತ್ರ ವಹಿಸುತ್ತವೆ ಎಂದು ಕಜಂಪಾಡಿ ಹೇಳಿದರು. ಬಂಟ್ವಾಳದ ಶ್ರೀರಾಮ ವಿದ್ಯಾ ಕೇಂದ್ರದಲ್ಲಿ ನಡೆದ ಸಂಸ್ಕಾರ ಶಿಬಿರದ ಉದ್ಘಾಟನೆ ನೆರವೇರಿಸಿ ಮಾತನಾಡಿದರು. ಮಕ್ಕಳ ವ್ಯಕ್ತಿತ್ವ ವಿಕಸನಕ್ಕೆ ಇಂತಹ ಶಿಬಿರಗಳು ಸಹಕಾರಿಯಾಗಲಿವೆ. ಕಾರ್ಯಕ್ರಮದಲ್ಲಿ ಸಂಸ್ಥೆಯ ಪದಾಧಿಕಾರಿಗಳು, ಶಿಕ್ಷಕರು ಮತ್ತು ವಿದ್ಯಾರ್ಥಿಗಳು ಉಪಸ್ಥಿತರಿದ್ದರು.: [725, 953, 1107, 1021]
- story-photo: [725, 799, 1107, 942]
- sidebar-column-title: [43, 212, 258, 248]
- bottom-kicker: ಉಜಿರೆಯಲ್ಲಿ ಎಸ್‌ಡಿಎಂ ಸ್ವಾಯತ್ತ ಕಾಲೇಜಿನ ರಸಾಯನಶಾಸ್ತ್ರ ವಿಚಾರ ಸಂಕಿರಣದಲ್ಲಿ ಎಸ್. ಸತೀಶ್ಚಂದ್ರ: [470, 1979, 1315, 2010]
- story-headline: ಕರ್ನಪಾಡಿಯಲ್ಲಿ ಕೊಡಮಣಿತ್ತಾಯ: [782, 1269, 1050, 1298]
- story-headline: ವಿದ್ಯಾರ್ಥಿಗಳ ಜೀವನದಲ್ಲಿ ಸಂಸ್ಕಾರ ಶಿಬಿರ: [769, 713, 1064, 740]
- brand-logo: [1130, 46, 1234, 70]
- sidebar-title-part: ತ್ತ: [113, 216, 129, 245]
